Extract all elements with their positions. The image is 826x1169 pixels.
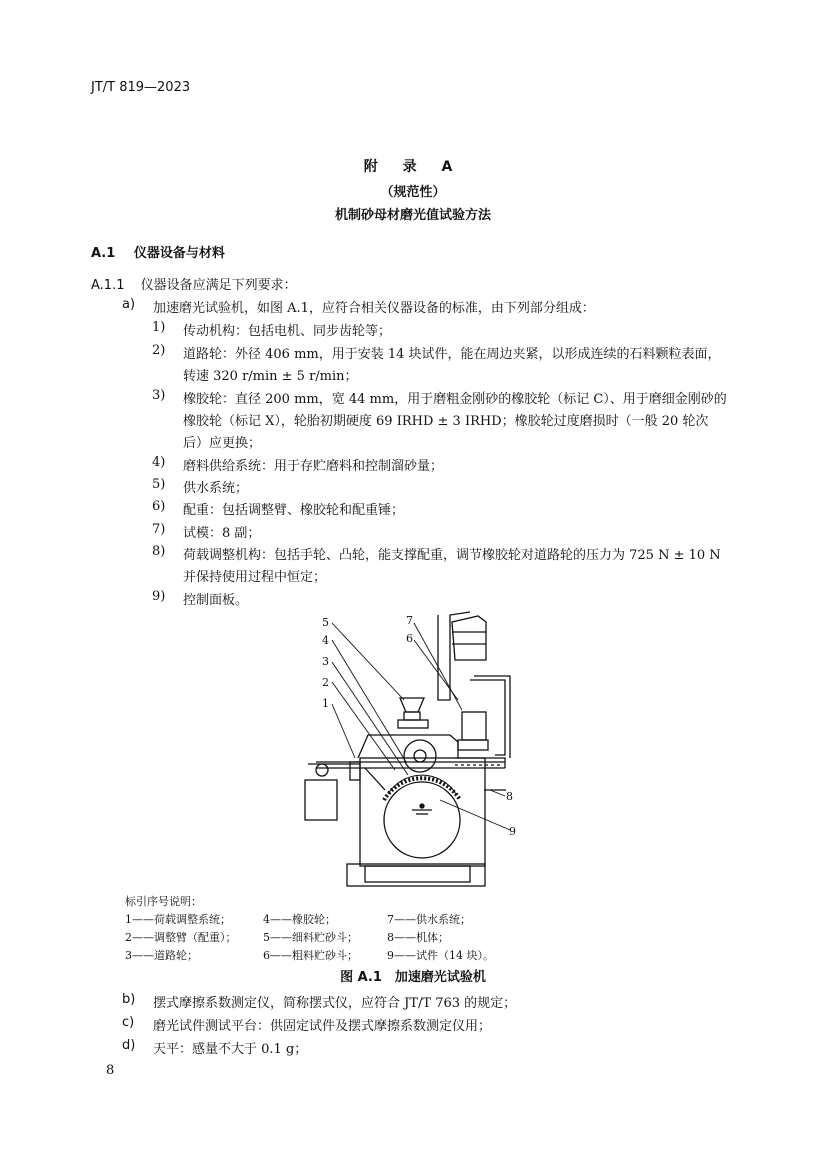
subitem-line: 后）应更换； xyxy=(183,436,262,451)
callout-2: 2 xyxy=(322,676,329,689)
legend-item: 7——供水系统； xyxy=(387,913,471,926)
subitem-line: 磨料供给系统：用于存贮磨料和控制溜砂量； xyxy=(183,459,444,474)
page-number: 8 xyxy=(106,1063,115,1078)
subitem-line: 试模：8 副； xyxy=(183,526,261,541)
subitem-label: 6) xyxy=(152,499,166,514)
item-label: d) xyxy=(122,1038,136,1053)
item-text: 天平：感量不大于 0.1 g； xyxy=(153,1042,308,1057)
subitem-line: 配重：包括调整臂、橡胶轮和配重锤； xyxy=(183,503,405,518)
section-number: A.1 xyxy=(91,246,116,261)
callout-4: 4 xyxy=(322,634,329,647)
subitem-label: 8) xyxy=(152,544,166,559)
clause-number: A.1.1 xyxy=(91,278,125,293)
subitem-label: 9) xyxy=(152,589,166,604)
subitem-label: 2) xyxy=(152,343,166,358)
machine-drawer xyxy=(365,866,470,882)
legend-item: 2——调整臂（配重）； xyxy=(125,931,237,944)
subitem-label: 4) xyxy=(152,455,166,470)
water-tank xyxy=(452,616,486,660)
item-text: 摆式摩擦系数测定仪，简称摆式仪，应符合 JT/T 763 的规定； xyxy=(153,996,517,1011)
legend-item: 4——橡胶轮； xyxy=(263,913,336,926)
callout-8: 8 xyxy=(506,790,513,803)
callout-6: 6 xyxy=(406,632,413,645)
legend-title: 标引序号说明： xyxy=(125,895,202,908)
subitem-label: 5) xyxy=(152,477,166,492)
subitem-line: 道路轮：外径 406 mm，用于安装 14 块试件，能在周边夹紧，以形成连续的石料颗粒表面， xyxy=(183,347,721,362)
road-wheel xyxy=(384,782,460,858)
appendix-nature: （规范性） xyxy=(380,185,446,200)
rubber-wheel xyxy=(404,740,436,772)
section-title: 仪器设备与材料 xyxy=(133,246,225,261)
subitem-line: 橡胶轮（标记 X），轮胎初期硬度 69 IRHD ± 3 IRHD；橡胶轮过度磨损时（一般 20 轮次 xyxy=(183,414,709,429)
subitem-label: 3) xyxy=(152,388,166,403)
subitem-line: 并保持使用过程中恒定； xyxy=(183,570,327,585)
machine-body xyxy=(360,758,485,866)
legend-item: 1——荷载调整系统； xyxy=(125,913,231,926)
callout-1: 1 xyxy=(322,697,329,710)
subitem-line: 控制面板。 xyxy=(183,593,249,608)
appendix-label: 附 录 A xyxy=(363,159,463,175)
standard-number: JT/T 819—2023 xyxy=(91,80,191,95)
callout-3: 3 xyxy=(322,655,329,668)
coarse-hopper xyxy=(462,712,486,740)
subitem-line: 橡胶轮：直径 200 mm，宽 44 mm，用于磨粗金刚砂的橡胶轮（标记 C）、用于磨细金刚砂的 xyxy=(183,392,727,407)
legend-item: 9——试件（14 块）。 xyxy=(387,949,494,962)
callout-9: 9 xyxy=(509,825,516,838)
item-label: b) xyxy=(122,992,136,1007)
legend-item: 5——细料贮砂斗； xyxy=(263,931,358,944)
legend-item: 3——道路轮； xyxy=(125,949,198,962)
item-label: a) xyxy=(122,297,136,312)
callout-7: 7 xyxy=(406,614,413,627)
figure-caption: 图 A.1 加速磨光试验机 xyxy=(340,970,486,985)
machine-base xyxy=(347,864,485,886)
legend-item: 8——机体； xyxy=(387,931,449,944)
appendix-title: 机制砂母材磨光值试验方法 xyxy=(334,208,491,223)
item-text: 磨光试件测试平台：供固定试件及摆式摩擦系数测定仪用； xyxy=(153,1019,492,1034)
subitem-line: 传动机构：包括电机、同步齿轮等； xyxy=(183,324,392,339)
subitem-label: 7) xyxy=(152,522,166,537)
legend-item: 6——粗料贮砂斗； xyxy=(263,949,358,962)
clause-text: 仪器设备应满足下列要求： xyxy=(140,278,297,293)
subitem-line: 荷载调整机构：包括手轮、凸轮，能支撑配重，调节橡胶轮对道路轮的压力为 725 N ± 10 N xyxy=(183,548,721,563)
subitem-line: 转速 320 r/min ± 5 r/min； xyxy=(183,369,358,384)
subitem-label: 1) xyxy=(152,320,166,335)
item-label: c) xyxy=(122,1015,135,1030)
counterweight xyxy=(305,780,337,820)
item-text: 加速磨光试验机，如图 A.1，应符合相关仪器设备的标准，由下列部分组成： xyxy=(153,301,595,316)
callout-5: 5 xyxy=(322,616,329,629)
subitem-line: 供水系统； xyxy=(183,481,249,496)
